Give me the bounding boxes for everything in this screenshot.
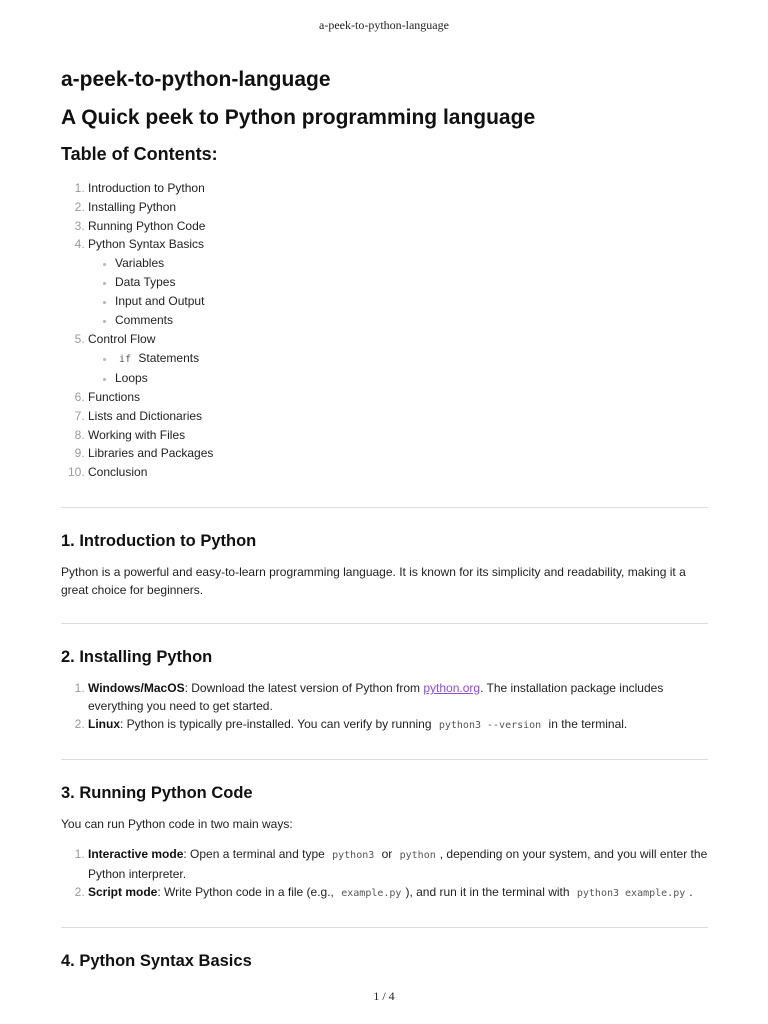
toc-item-functions[interactable]: 6. Functions: [88, 388, 708, 407]
list-item: 1. Windows/MacOS: Download the latest version of Python from python.org. The installation package includes everything you need to get started.: [88, 679, 708, 715]
toc-subitem-variables[interactable]: • Variables: [115, 254, 708, 273]
section-heading-running: 3. Running Python Code: [61, 783, 253, 802]
toc-heading: Table of Contents:: [61, 144, 218, 164]
inline-code: if: [119, 353, 132, 365]
toc-item-introduction[interactable]: 1. Introduction to Python: [88, 179, 708, 198]
section-divider: [61, 759, 708, 760]
toc-subitem-if-statements[interactable]: • if Statements: [115, 349, 708, 369]
toc-sublist-syntax: [88, 254, 708, 330]
table-of-contents: [61, 179, 708, 482]
page-number: 1 / 4: [373, 989, 395, 1003]
section-divider: [61, 507, 708, 508]
document-title: a-peek-to-python-language: [61, 68, 331, 91]
toc-subitem-input-output[interactable]: • Input and Output: [115, 292, 708, 311]
toc-item-control-flow[interactable]: 5. Control Flow • if Statements • Loops: [88, 330, 708, 388]
toc-item-installing[interactable]: 2. Installing Python: [88, 198, 708, 217]
toc-subitem-loops[interactable]: • Loops: [115, 369, 708, 388]
list-item: 2. Linux: Python is typically pre-installed. You can verify by running python3 --version in the terminal.: [88, 715, 708, 735]
section-divider: [61, 623, 708, 624]
install-steps: [61, 679, 708, 735]
run-modes: [61, 845, 708, 903]
toc-item-syntax-basics[interactable]: 4. Python Syntax Basics • Variables • Data Types • Input and Output • Comments: [88, 235, 708, 330]
list-item: 2. Script mode: Write Python code in a file (e.g., example.py ), and run it in the terminal with python3 example.py .: [88, 883, 708, 903]
inline-code: python3 example.py: [576, 887, 686, 899]
toc-item-conclusion[interactable]: 10. Conclusion: [88, 463, 708, 482]
list-item: 1. Interactive mode: Open a terminal and type python3 or python , depending on your system, and you will enter the Python interpreter.: [88, 845, 708, 883]
intro-paragraph: Python is a powerful and easy-to-learn programming language. It is known for its simplicity and readability, making it a great choice for beginners.: [61, 564, 686, 597]
page-title: A Quick peek to Python programming language: [61, 106, 536, 129]
inline-code: python3: [332, 849, 375, 861]
inline-code: example.py: [341, 887, 402, 899]
section-heading-intro: 1. Introduction to Python: [61, 531, 257, 550]
toc-subitem-data-types[interactable]: • Data Types: [115, 273, 708, 292]
inline-code: python: [399, 849, 436, 861]
inline-code: python3 --version: [438, 719, 542, 731]
page-header: a-peek-to-python-language: [319, 18, 449, 32]
section-heading-syntax: 4. Python Syntax Basics: [61, 951, 252, 970]
toc-item-running[interactable]: 3. Running Python Code: [88, 217, 708, 236]
toc-item-lists-dicts[interactable]: 7. Lists and Dictionaries: [88, 407, 708, 426]
section-divider: [61, 927, 708, 928]
toc-item-libraries[interactable]: 9. Libraries and Packages: [88, 444, 708, 463]
document-body: [61, 66, 708, 972]
toc-sublist-control-flow: [88, 349, 708, 388]
section-heading-installing: 2. Installing Python: [61, 647, 213, 666]
toc-item-files[interactable]: 8. Working with Files: [88, 426, 708, 445]
running-intro: You can run Python code in two main ways:: [61, 816, 293, 831]
toc-subitem-comments[interactable]: • Comments: [115, 311, 708, 330]
python-org-link[interactable]: python.org: [423, 680, 481, 695]
